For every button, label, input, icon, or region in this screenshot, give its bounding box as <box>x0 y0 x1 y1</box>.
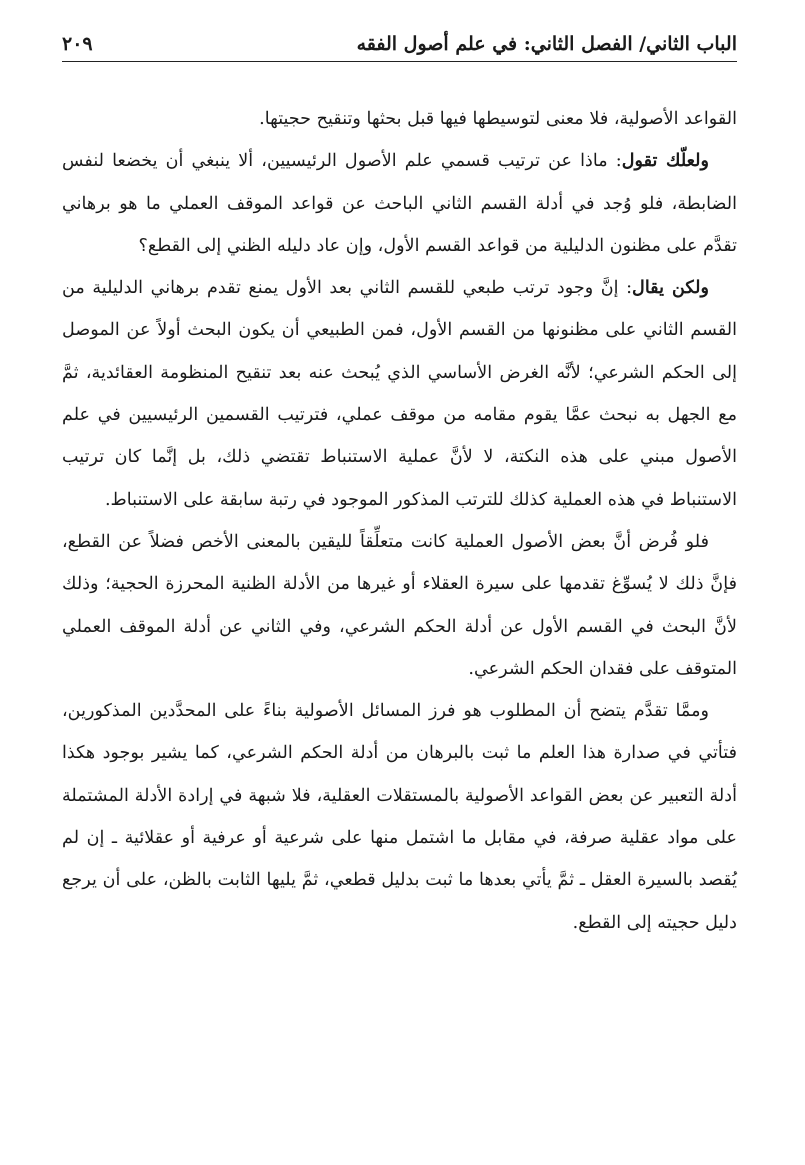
paragraph-2-text: : ماذا عن ترتيب قسمي علم الأصول الرئيسيين، ألا ينبغي أن يخضعا لنفس الضابطة، فلو وُجد في أدلة القسم الثاني الباحث عن قواعد الموقف العملي ما هو برهاني تقدَّم على مظنون الدليلية من قواعد القسم الأول، وإن عاد دليله الظني إلى القطع؟ <box>62 151 737 256</box>
paragraph-3-lead: ولكن يقال <box>632 277 710 299</box>
paragraph-5-text: وممَّا تقدَّم يتضح أن المطلوب هو فرز المسائل الأصولية بناءً على المحدَّدين المذكورين، فتأتي في صدارة هذا العلم ما ثبت بالبرهان من أدلة الحكم الشرعي، كما يشير بوجود هكذا أدلة التعبير عن بعض القواعد الأصولية بالمستقلات العقلية، فلا شبهة في إرادة الأدلة المشتملة على مواد عقلية صرفة، في مقابل ما اشتمل منها على شرعية أو عرفية أو عقلائية ـ إن لم يُقصد بالسيرة العقل ـ ثمَّ يأتي بعدها ما ثبت بدليل قطعي، ثمَّ يليها الثابت بالظن، على أن يرجع دليل حجيته إلى القطع. <box>62 701 737 933</box>
header-title: الباب الثاني/ الفصل الثاني: في علم أصول الفقه <box>356 33 737 55</box>
paragraph-2-lead: ولعلّك تقول <box>621 150 710 172</box>
paragraph-3-text: : إنَّ وجود ترتب طبعي للقسم الثاني بعد الأول يمنع تقدم برهاني الدليلية من القسم الثاني على مظنونها من القسم الأول، فمن الطبيعي أن يكون البحث أولاً عن الموصل إلى الحكم الشرعي؛ لأنَّه الغرض الأساسي الذي يُبحث عنه بعد تنقيح المنظومة العقائدية، ثمَّ مع الجهل به نبحث عمَّا يقوم مقامه من موقف عملي، فترتيب القسمين الرئيسيين في علم الأصول مبني على هذه النكتة، لا لأنَّ عملية الاستنباط تقتضي ذلك، بل إنَّما كان ترتيب الاستنباط في هذه العملية كذلك للترتب المذكور الموجود في رتبة سابقة على الاستنباط. <box>62 278 737 510</box>
paragraph-5 <box>62 690 737 944</box>
paragraph-4 <box>62 521 737 690</box>
page-number: ٢٠٩ <box>62 33 93 55</box>
paragraph-4-text: فلو فُرض أنَّ بعض الأصول العملية كانت متعلِّقاً لليقين بالمعنى الأخص فضلاً عن القطع، فإنَّ ذلك لا يُسوِّغ تقدمها على سيرة العقلاء أو غيرها من الأدلة الظنية المحرزة الحجية؛ وذلك لأنَّ البحث في القسم الأول عن أدلة الحكم الشرعي، وفي الثاني عن أدلة الموقف العملي المتوقف على فقدان الحكم الشرعي. <box>62 531 737 679</box>
paragraph-2 <box>62 140 737 267</box>
paragraph-1 <box>62 98 737 140</box>
paragraph-3 <box>62 267 737 521</box>
body-text <box>62 98 737 944</box>
paragraph-1-text: القواعد الأصولية، فلا معنى لتوسيطها فيها قبل بحثها وتنقيح حجيتها. <box>259 109 737 129</box>
running-header <box>62 22 737 62</box>
